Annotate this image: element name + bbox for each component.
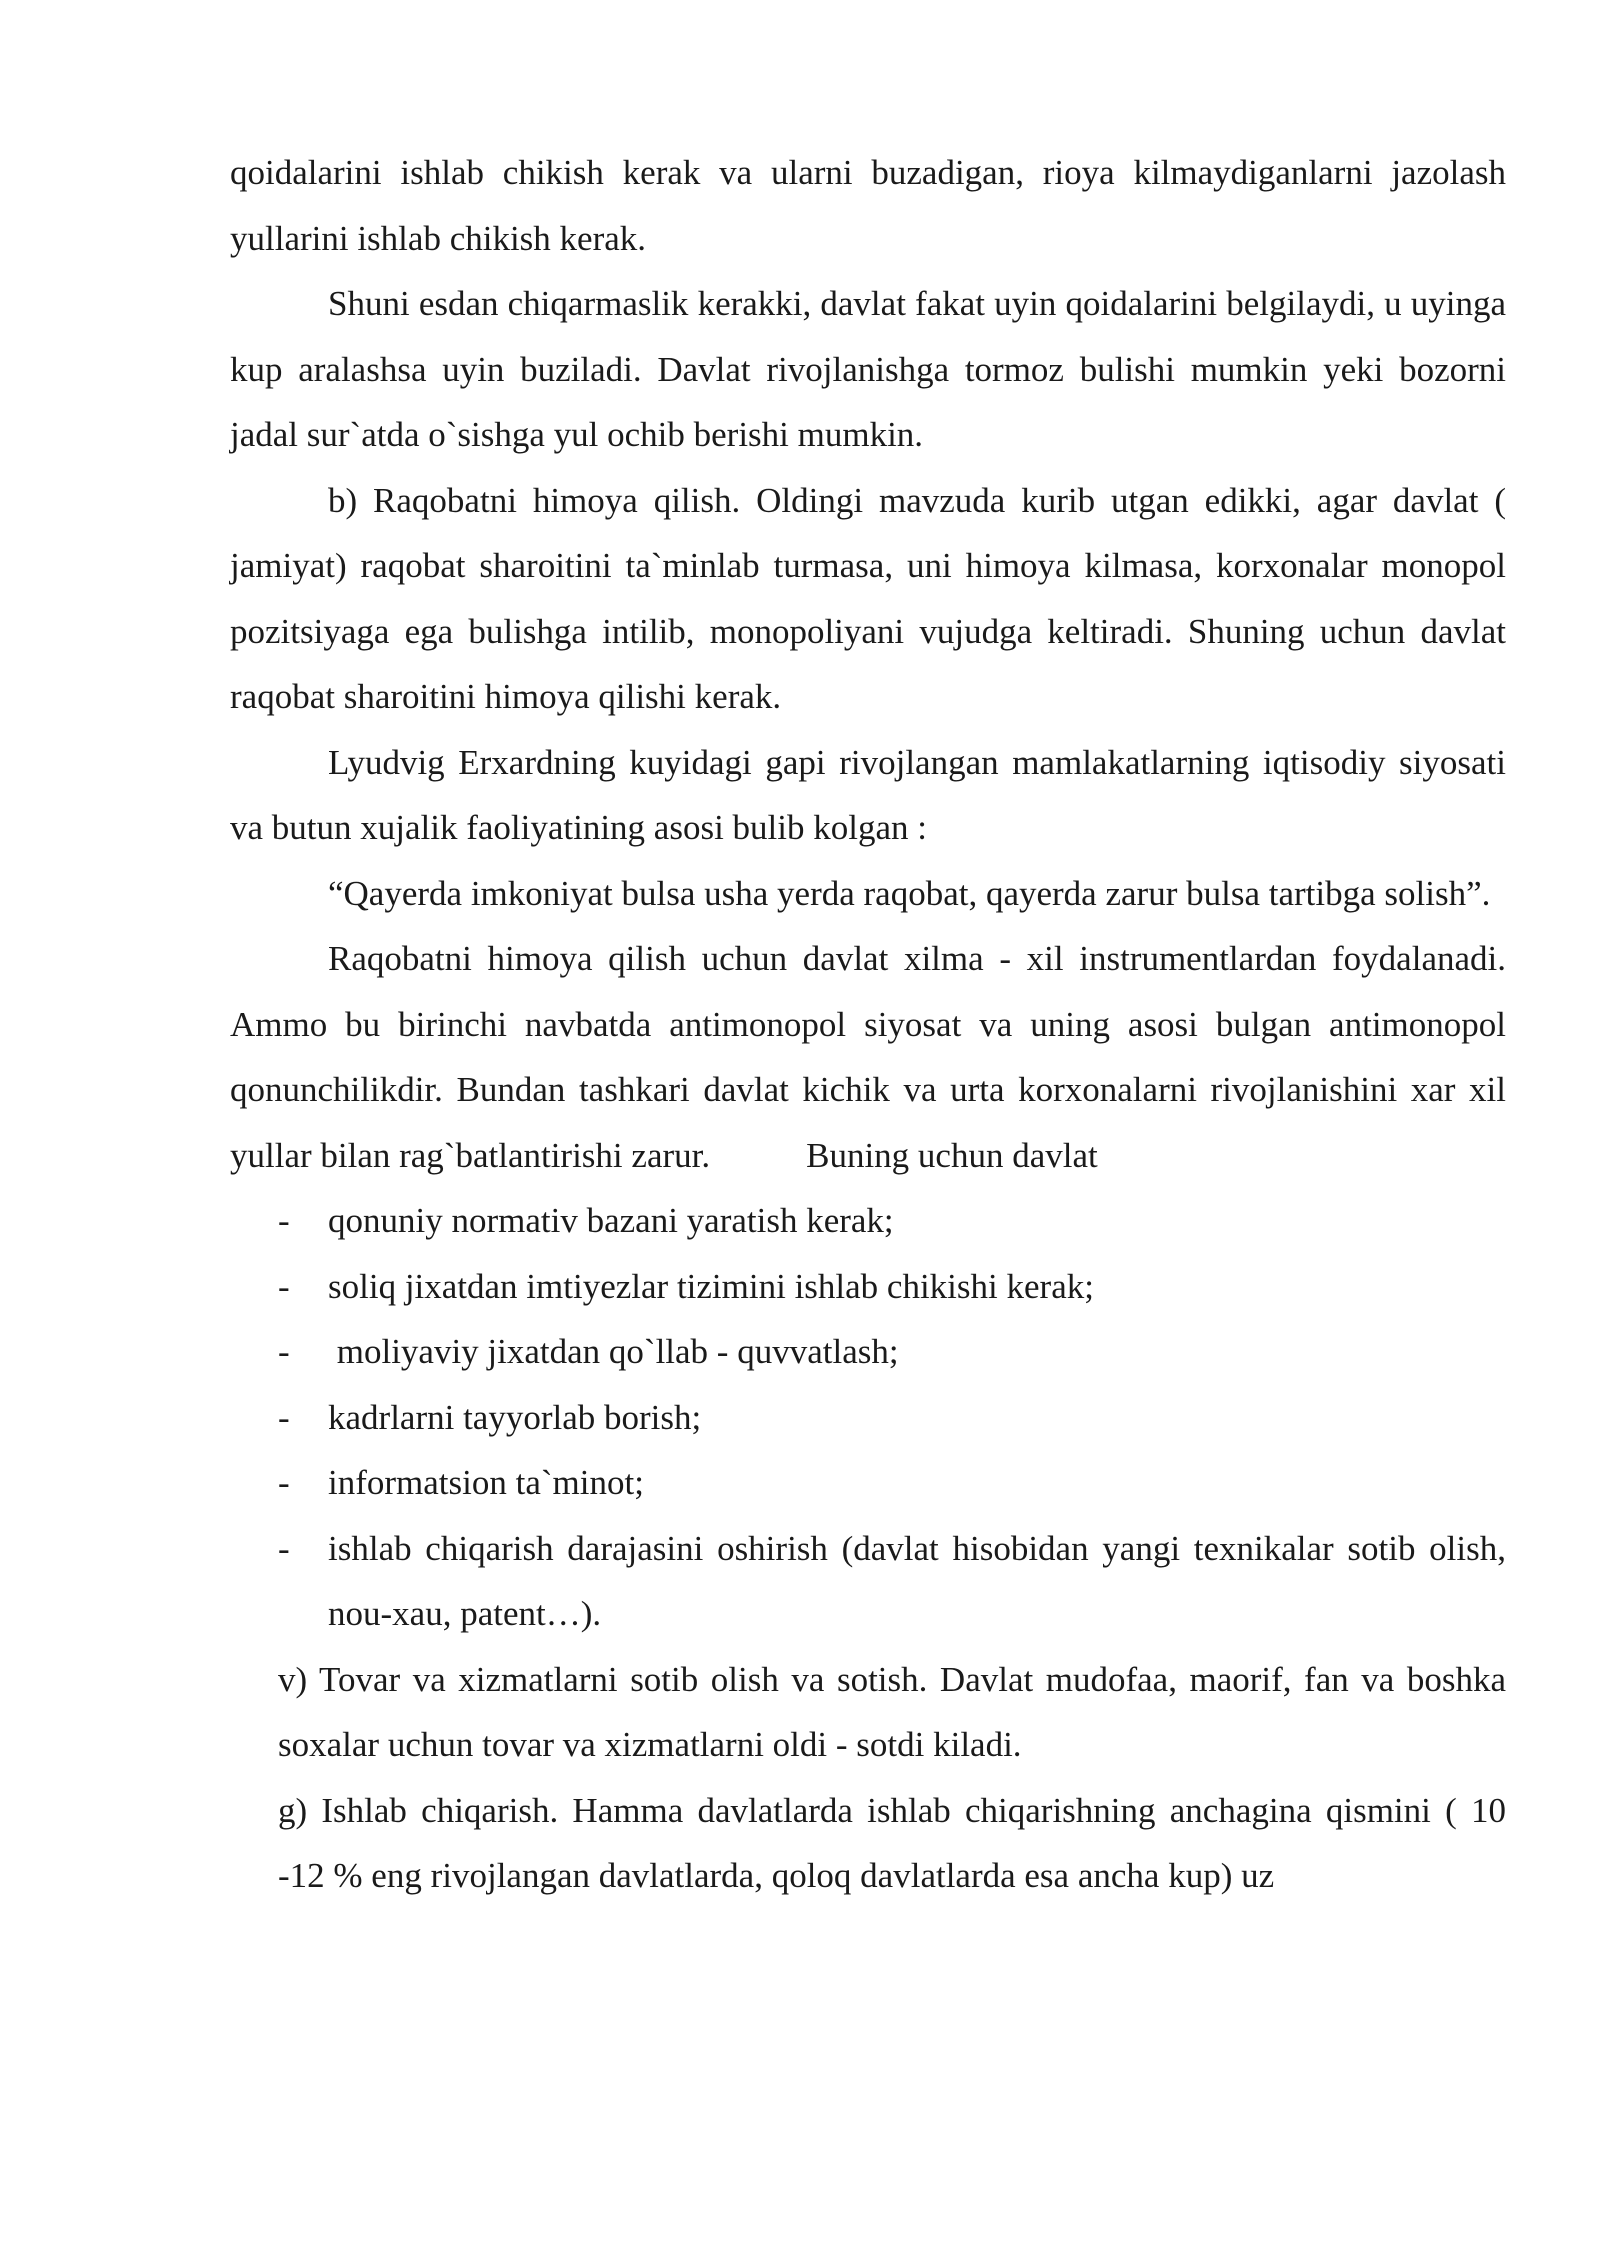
measures-list xyxy=(230,1188,1506,1647)
list-item xyxy=(230,1450,1506,1516)
paragraph-erhard-quote: “Qayerda imkoniyat bulsa usha yerda raqobat, qayerda zarur bulsa tartibga solish”. xyxy=(328,873,1491,913)
paragraph-instruments xyxy=(230,926,1506,1188)
paragraph-instruments-main: Raqobatni himoya qilish uchun davlat xilma - xil instrumentlardan foydalanadi. Ammo bu birinchi navbatda antimonopol siyosat va uning asosi bulgan antimonopol qonunchilikdir. Bundan tashkari davlat kichik va urta korxonalarni rivojlanishini xar xil yullar bilan rag`batlantirishi zarur. xyxy=(230,939,1506,1175)
list-item-text: ishlab chiqarish darajasini oshirish (davlat hisobidan yangi texnikalar sotib olish, nou-xau, patent…). xyxy=(328,1528,1506,1633)
paragraph-competition-protection: b) Raqobatni himoya qilish. Oldingi mavzuda kurib utgan edikki, agar davlat ( jamiyat) raqobat sharoitini ta`minlab turmasa, uni himoya kilmasa, korxonalar monopol pozitsiyaga ega bulishga intilib, monopoliyani vujudga keltiradi. Shuning uchun davlat raqobat sharoitini himoya qilishi kerak. xyxy=(230,480,1506,716)
list-item xyxy=(230,1385,1506,1451)
list-item xyxy=(230,1319,1506,1385)
section-v-purchase-sale: v) Tovar va xizmatlarni sotib olish va sotish. Davlat mudofaa, maorif, fan va boshka soxalar uchun tovar va xizmatlarni oldi - sotdi kiladi. xyxy=(278,1659,1506,1764)
list-dash: - xyxy=(278,1266,290,1306)
list-dash: - xyxy=(278,1463,290,1502)
list-item xyxy=(230,1254,1506,1320)
list-dash: - xyxy=(278,1397,290,1437)
paragraph-instruments-tail: Buning uchun davlat xyxy=(806,1135,1098,1175)
list-item-text: qonuniy normativ bazani yaratish kerak; xyxy=(328,1201,894,1240)
list-dash: - xyxy=(278,1528,290,1568)
list-dash: - xyxy=(278,1201,290,1240)
list-item xyxy=(230,1516,1506,1647)
list-item-text: informatsion ta`minot; xyxy=(328,1463,644,1502)
list-item-text: moliyaviy jixatdan qo`llab - quvvatlash; xyxy=(328,1332,899,1371)
list-item xyxy=(230,1188,1506,1254)
list-dash: - xyxy=(278,1332,290,1371)
document-page xyxy=(230,140,1506,1909)
list-item-text: soliq jixatdan imtiyezlar tizimini ishlab chikishi kerak; xyxy=(328,1266,1094,1306)
section-g-production: g) Ishlab chiqarish. Hamma davlatlarda ishlab chiqarishning anchagina qismini ( 10 -12 % eng rivojlangan davlatlarda, qoloq davlatlarda esa ancha kup) uz xyxy=(278,1790,1506,1895)
list-item-text: kadrlarni tayyorlab borish; xyxy=(328,1397,702,1437)
paragraph-erhard-intro: Lyudvig Erxardning kuyidagi gapi rivojlangan mamlakatlarning iqtisodiy siyosati va butun xujalik faoliyatining asosi bulib kolgan : xyxy=(230,742,1506,847)
paragraph-rules-continuation: qoidalarini ishlab chikish kerak va ularni buzadigan, rioya kilmaydiganlarni jazolash yullarini ishlab chikish kerak. xyxy=(230,153,1506,258)
paragraph-state-role: Shuni esdan chiqarmaslik kerakki, davlat fakat uyin qoidalarini belgilaydi, u uyinga kup aralashsa uyin buziladi. Davlat rivojlanishga tormoz bulishi mumkin yeki bozorni jadal sur`atda o`sishga yul ochib berishi mumkin. xyxy=(230,284,1506,454)
